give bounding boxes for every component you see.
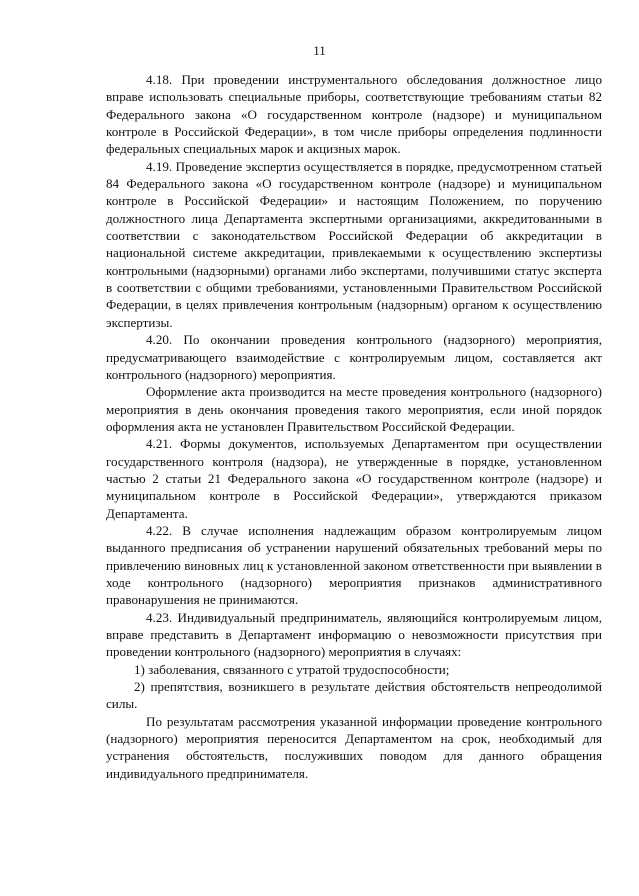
paragraph-4-19: 4.19. Проведение экспертиз осуществляется в порядке, предусмотренном статьей 84 Федерального закона «О государственном контроле (надзоре) и муниципальном контроле в Российской Федерации» и настоящим Положением, по поручению должностного лица Департамента экспертными организациями, аккредитованными в соответствии с законодательством Российской Федерации об аккредитации в национальной системе аккредитации, привлекаемыми к осуществлению экспертизы контрольными (надзорными) органами либо экспертами, получившими статус эксперта в соответствии с общими требованиями, установленными Правительством Российской Федерации, в целях привлечения контрольным (надзорным) органом к осуществлению экспертизы.: [106, 158, 602, 330]
paragraph-4-21: 4.21. Формы документов, используемых Департаментом при осуществлении государственного контроля (надзора), не утвержденные в порядке, установленном частью 2 статьи 21 Федерального закона «О государственном контроле (надзоре) и муниципальном контроле в Российской Федерации», утверждаются приказом Департамента.: [106, 436, 602, 521]
paragraph-act-formalization: Оформление акта производится на месте проведения контрольного (надзорного) мероприятия в день окончания проведения такого мероприятия, если иной порядок оформления акта не установлен Правительством Российской Федерации.: [106, 384, 602, 434]
paragraph-4-22: 4.22. В случае исполнения надлежащим образом контролируемым лицом выданного предписания об устранении нарушений обязательных требований меры по привлечению виновных лиц к установленной законом ответственности при выявлении в ходе контрольного (надзорного) мероприятия признаков административного правонарушения не принимаются.: [106, 522, 602, 608]
page-number: 11: [313, 43, 326, 58]
list-item-2: 2) препятствия, возникшего в результате действия обстоятельств непреодолимой силы.: [106, 679, 602, 712]
paragraph-postponement: По результатам рассмотрения указанной информации проведение контрольного (надзорного) мероприятия переносится Департаментом на срок, необходимый для устранения обстоятельств, послуживших поводом для данного обращения индивидуального предпринимателя.: [106, 713, 602, 781]
list-item-1: 1) заболевания, связанного с утратой трудоспособности;: [134, 661, 450, 677]
document-body: [106, 71, 602, 782]
paragraph-4-18: 4.18. При проведении инструментального обследования должностное лицо вправе использовать специальные приборы, соответствующие требованиям статьи 82 Федерального закона «О государственном контроле (надзоре) и муниципальном контроле в Российской Федерации», в том числе приборы определения подлинности федеральных специальных марок и акцизных марок.: [106, 72, 602, 157]
paragraph-4-23: 4.23. Индивидуальный предприниматель, являющийся контролируемым лицом, вправе представить в Департамент информацию о невозможности присутствия при проведении контрольного (надзорного) мероприятия в случаях:: [106, 609, 602, 660]
paragraph-4-20: 4.20. По окончании проведения контрольного (надзорного) мероприятия, предусматривающего взаимодействие с контролируемым лицом, составляется акт контрольного (надзорного) мероприятия.: [106, 332, 602, 382]
